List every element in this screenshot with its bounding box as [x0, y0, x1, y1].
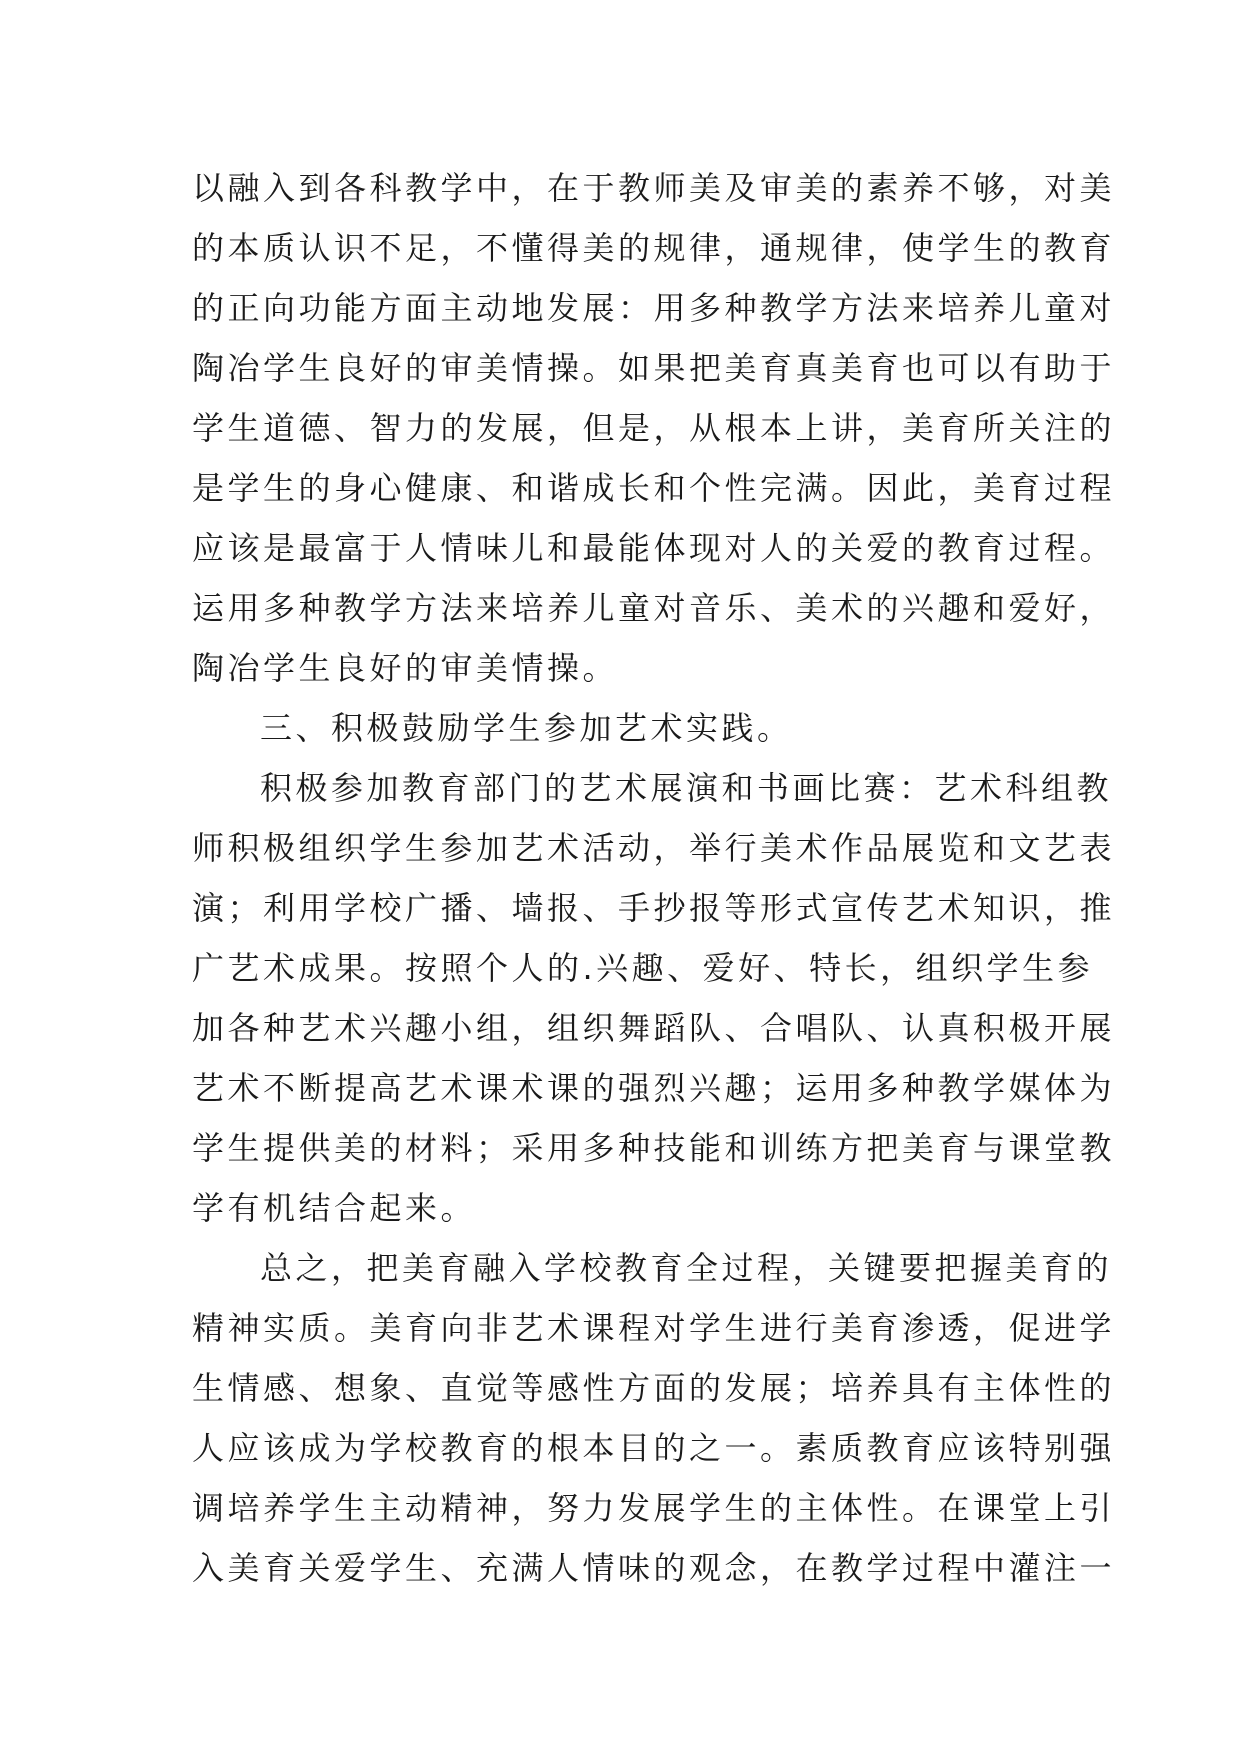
text-line: 调培养学生主动精神，努力发展学生的主体性。在课堂上引	[192, 1489, 1116, 1527]
text-line: 的正向功能方面主动地发展：用多种教学方法来培养儿童对	[192, 289, 1116, 327]
text-line: 以融入到各科教学中，在于教师美及审美的素养不够，对美	[192, 169, 1116, 207]
text-line: 入美育关爱学生、充满人情味的观念，在教学过程中灌注一	[192, 1549, 1116, 1587]
text-line: 艺术不断提高艺术课术课的强烈兴趣；运用多种教学媒体为	[192, 1069, 1116, 1107]
text-line: 学有机结合起来。	[192, 1189, 477, 1227]
text-line: 学生提供美的材料；采用多种技能和训练方把美育与课堂教	[192, 1129, 1116, 1167]
text-line: 总之，把美育融入学校教育全过程，关键要把握美育的	[260, 1249, 1113, 1287]
text-line: 是学生的身心健康、和谐成长和个性完满。因此，美育过程	[192, 469, 1116, 507]
text-line: 精神实质。美育向非艺术课程对学生进行美育渗透，促进学	[192, 1309, 1116, 1347]
text-line: 陶冶学生良好的审美情操。	[192, 649, 619, 687]
document-body	[192, 158, 1116, 1598]
text-line: 师积极组织学生参加艺术活动，举行美术作品展览和文艺表	[192, 829, 1116, 867]
text-line: 应该是最富于人情味儿和最能体现对人的关爱的教育过程。	[192, 529, 1116, 567]
text-line: 运用多种教学方法来培养儿童对音乐、美术的兴趣和爱好，	[192, 589, 1116, 627]
text-line: 广艺术成果。按照个人的.兴趣、爱好、特长，组织学生参	[192, 949, 1094, 987]
text-line: 积极参加教育部门的艺术展演和书画比赛：艺术科组教	[260, 769, 1113, 807]
text-line: 学生道德、智力的发展，但是，从根本上讲，美育所关注的	[192, 409, 1116, 447]
text-line: 生情感、想象、直觉等感性方面的发展；培养具有主体性的	[192, 1369, 1116, 1407]
paragraph-summary	[192, 1238, 1116, 1598]
paragraph-continued	[192, 158, 1116, 698]
text-line: 陶冶学生良好的审美情操。如果把美育真美育也可以有助于	[192, 349, 1116, 387]
section-heading: 三、积极鼓励学生参加艺术实践。	[260, 709, 793, 747]
text-line: 的本质认识不足，不懂得美的规律，通规律，使学生的教育	[192, 229, 1116, 267]
text-line: 加各种艺术兴趣小组，组织舞蹈队、合唱队、认真积极开展	[192, 1009, 1116, 1047]
text-line: 演；利用学校广播、墙报、手抄报等形式宣传艺术知识，推	[192, 889, 1116, 927]
text-line: 人应该成为学校教育的根本目的之一。素质教育应该特别强	[192, 1429, 1116, 1467]
paragraph-art-practice	[192, 758, 1116, 1238]
